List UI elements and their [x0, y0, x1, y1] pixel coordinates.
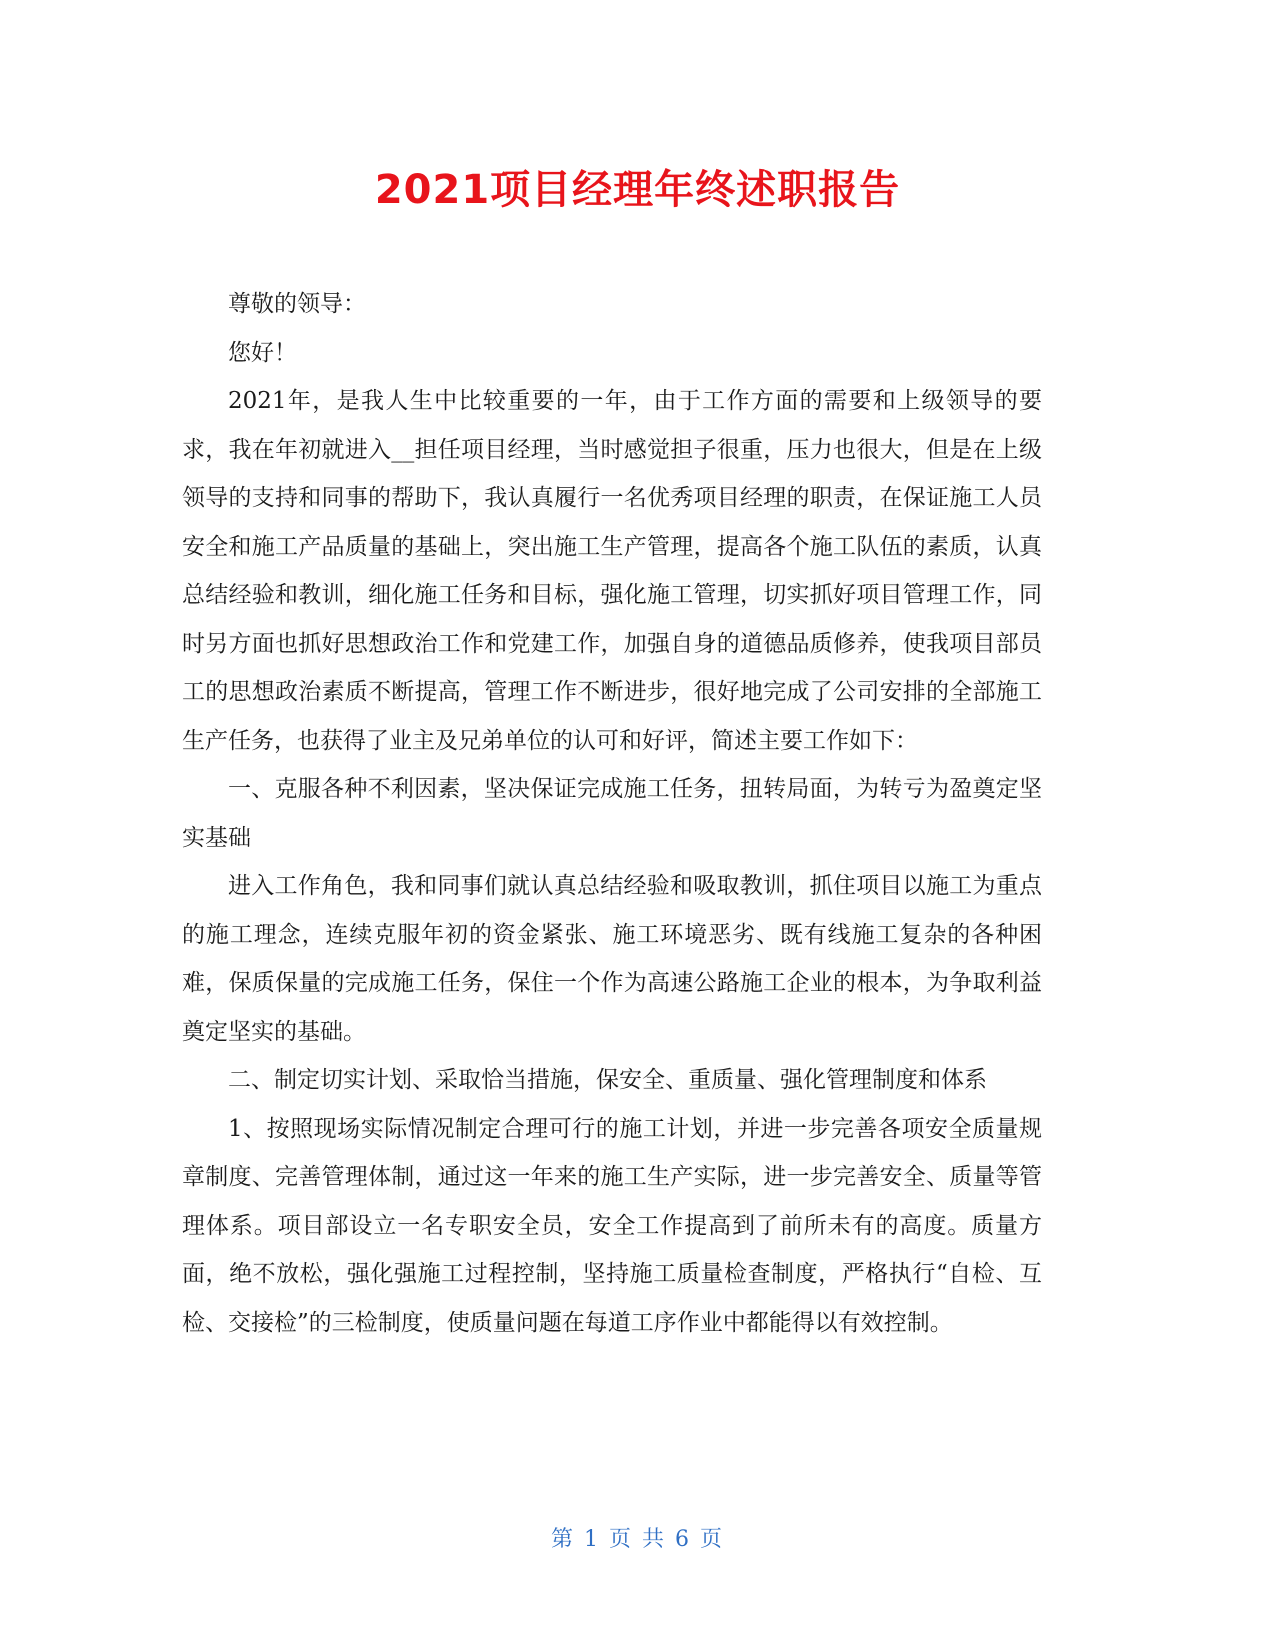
section-2-item-1: 1、按照现场实际情况制定合理可行的施工计划，并进一步完善各项安全质量规章制度、完善管理体制，通过这一年来的施工生产实际，进一步完善安全、质量等管理体系。项目部设立一名专职安全员，安全工作提高到了前所未有的高度。质量方面，绝不放松，强化强施工过程控制，坚持施工质量检查制度，严格执行“自检、互检、交接检”的三检制度，使质量问题在每道工序作业中都能得以有效控制。: [182, 1115, 1042, 1336]
intro-paragraph: 2021年，是我人生中比较重要的一年，由于工作方面的需要和上级领导的要求，我在年初就进入__担任项目经理，当时感觉担子很重，压力也很大，但是在上级领导的支持和同事的帮助下，我认真履行一名优秀项目经理的职责，在保证施工人员安全和施工产品质量的基础上，突出施工生产管理，提高各个施工队伍的素质，认真总结经验和教训，细化施工任务和目标，强化施工管理，切实抓好项目管理工作，同时另方面也抓好思想政治工作和党建工作，加强自身的道德品质修养，使我项目部员工的思想政治素质不断提高，管理工作不断进步，很好地完成了公司安排的全部施工生产任务，也获得了业主及兄弟单位的认可和好评，简述主要工作如下：: [182, 388, 1042, 754]
document-title: 2021项目经理年终述职报告: [374, 167, 901, 213]
section-heading-2: 二、制定切实计划、采取恰当措施，保安全、重质量、强化管理制度和体系: [228, 1067, 987, 1093]
section-1-paragraph: 进入工作角色，我和同事们就认真总结经验和吸取教训，抓住项目以施工为重点的施工理念，连续克服年初的资金紧张、施工环境恶劣、既有线施工复杂的各种困难，保质保量的完成施工任务，保住一个作为高速公路施工企业的根本，为争取利益奠定坚实的基础。: [182, 873, 1042, 1045]
section-heading-1: 一、克服各种不利因素，坚决保证完成施工任务，扭转局面，为转亏为盈奠定坚实基础: [182, 776, 1042, 851]
document-body: [182, 280, 1042, 1347]
greeting: 您好！: [228, 339, 297, 366]
salutation: 尊敬的领导：: [228, 291, 366, 317]
page-number-footer: 第 1 页 共 6 页: [551, 1527, 724, 1552]
